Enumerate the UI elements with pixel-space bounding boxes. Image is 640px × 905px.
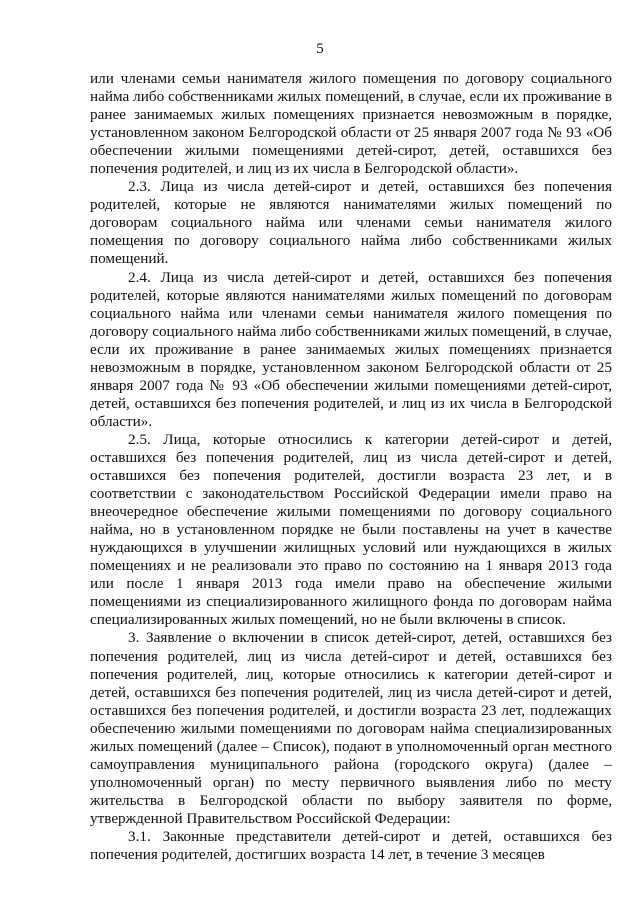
paragraph-2-5: 2.5. Лица, которые относились к категории детей-сирот и детей, оставшихся без попечения родителей, лиц из числа детей-сирот и детей, оставшихся без попечения родителей, достигли возраста 23 лет, и в соответствии с законодательством Российской Федерации имели право на внеочередное обеспечение жилыми помещениями по договору социального найма, но в установленном порядке не были поставлены на учет в качестве нуждающихся в улучшении жилищных условий или нуждающихся в жилых помещениях и не реализовали это право по состоянию на 1 января 2013 года или после 1 января 2013 года имели право на обеспечение жилыми помещениями из специализированного жилищного фонда по договорам найма специализированных жилых помещений, но не были включены в список. [90,430,612,629]
document-body [90,70,612,864]
page-number: 5 [316,41,324,57]
paragraph-2-3: 2.3. Лица из числа детей-сирот и детей, оставшихся без попечения родителей, которые не являются нанимателями жилых помещений по договорам социального найма или членами семьи нанимателя жилого помещения по договору социального найма либо собственниками жилых помещений. [90,178,612,268]
paragraph-3-1: 3.1. Законные представители детей-сирот и детей, оставшихся без попечения родителей, достигших возраста 14 лет, в течение 3 месяцев [90,827,612,864]
paragraph-2-4: 2.4. Лица из числа детей-сирот и детей, оставшихся без попечения родителей, которые являются нанимателями жилых помещений по договорам социального найма или членами семьи нанимателя жилого помещения по договору социального найма либо собственниками жилых помещений, в случае, если их проживание в ранее занимаемых жилых помещениях признается невозможным в порядке, установленном законом Белгородской области от 25 января 2007 года № 93 «Об обеспечении жилыми помещениями детей-сирот, детей, оставшихся без попечения родителей, и лиц из их числа в Белгородской области». [90,268,612,430]
paragraph-continuation: или членами семьи нанимателя жилого помещения по договору социального найма либо собственниками жилых помещений, в случае, если их проживание в ранее занимаемых жилых помещениях признается невозможным в порядке, установленном законом Белгородской области от 25 января 2007 года № 93 «Об обеспечении жилыми помещениями детей-сирот, детей, оставшихся без попечения родителей, и лиц из их числа в Белгородской области». [90,70,612,178]
paragraph-3: 3. Заявление о включении в список детей-сирот, детей, оставшихся без попечения родителей, лиц из числа детей-сирот и детей, оставшихся без попечения родителей, лиц, которые относились к категории детей-сирот и детей, оставшихся без попечения родителей, лиц из числа детей-сирот и детей, оставшихся без попечения родителей, и достигли возраста 23 лет, подлежащих обеспечению жилыми помещениями по договорам найма специализированных жилых помещений (далее – Список), подают в уполномоченный орган местного самоуправления муниципального района (городского округа) (далее – уполномоченный орган) по месту первичного выявления либо по месту жительства в Белгородской области по выбору заявителя по форме, утвержденной Правительством Российской Федерации: [90,629,612,827]
